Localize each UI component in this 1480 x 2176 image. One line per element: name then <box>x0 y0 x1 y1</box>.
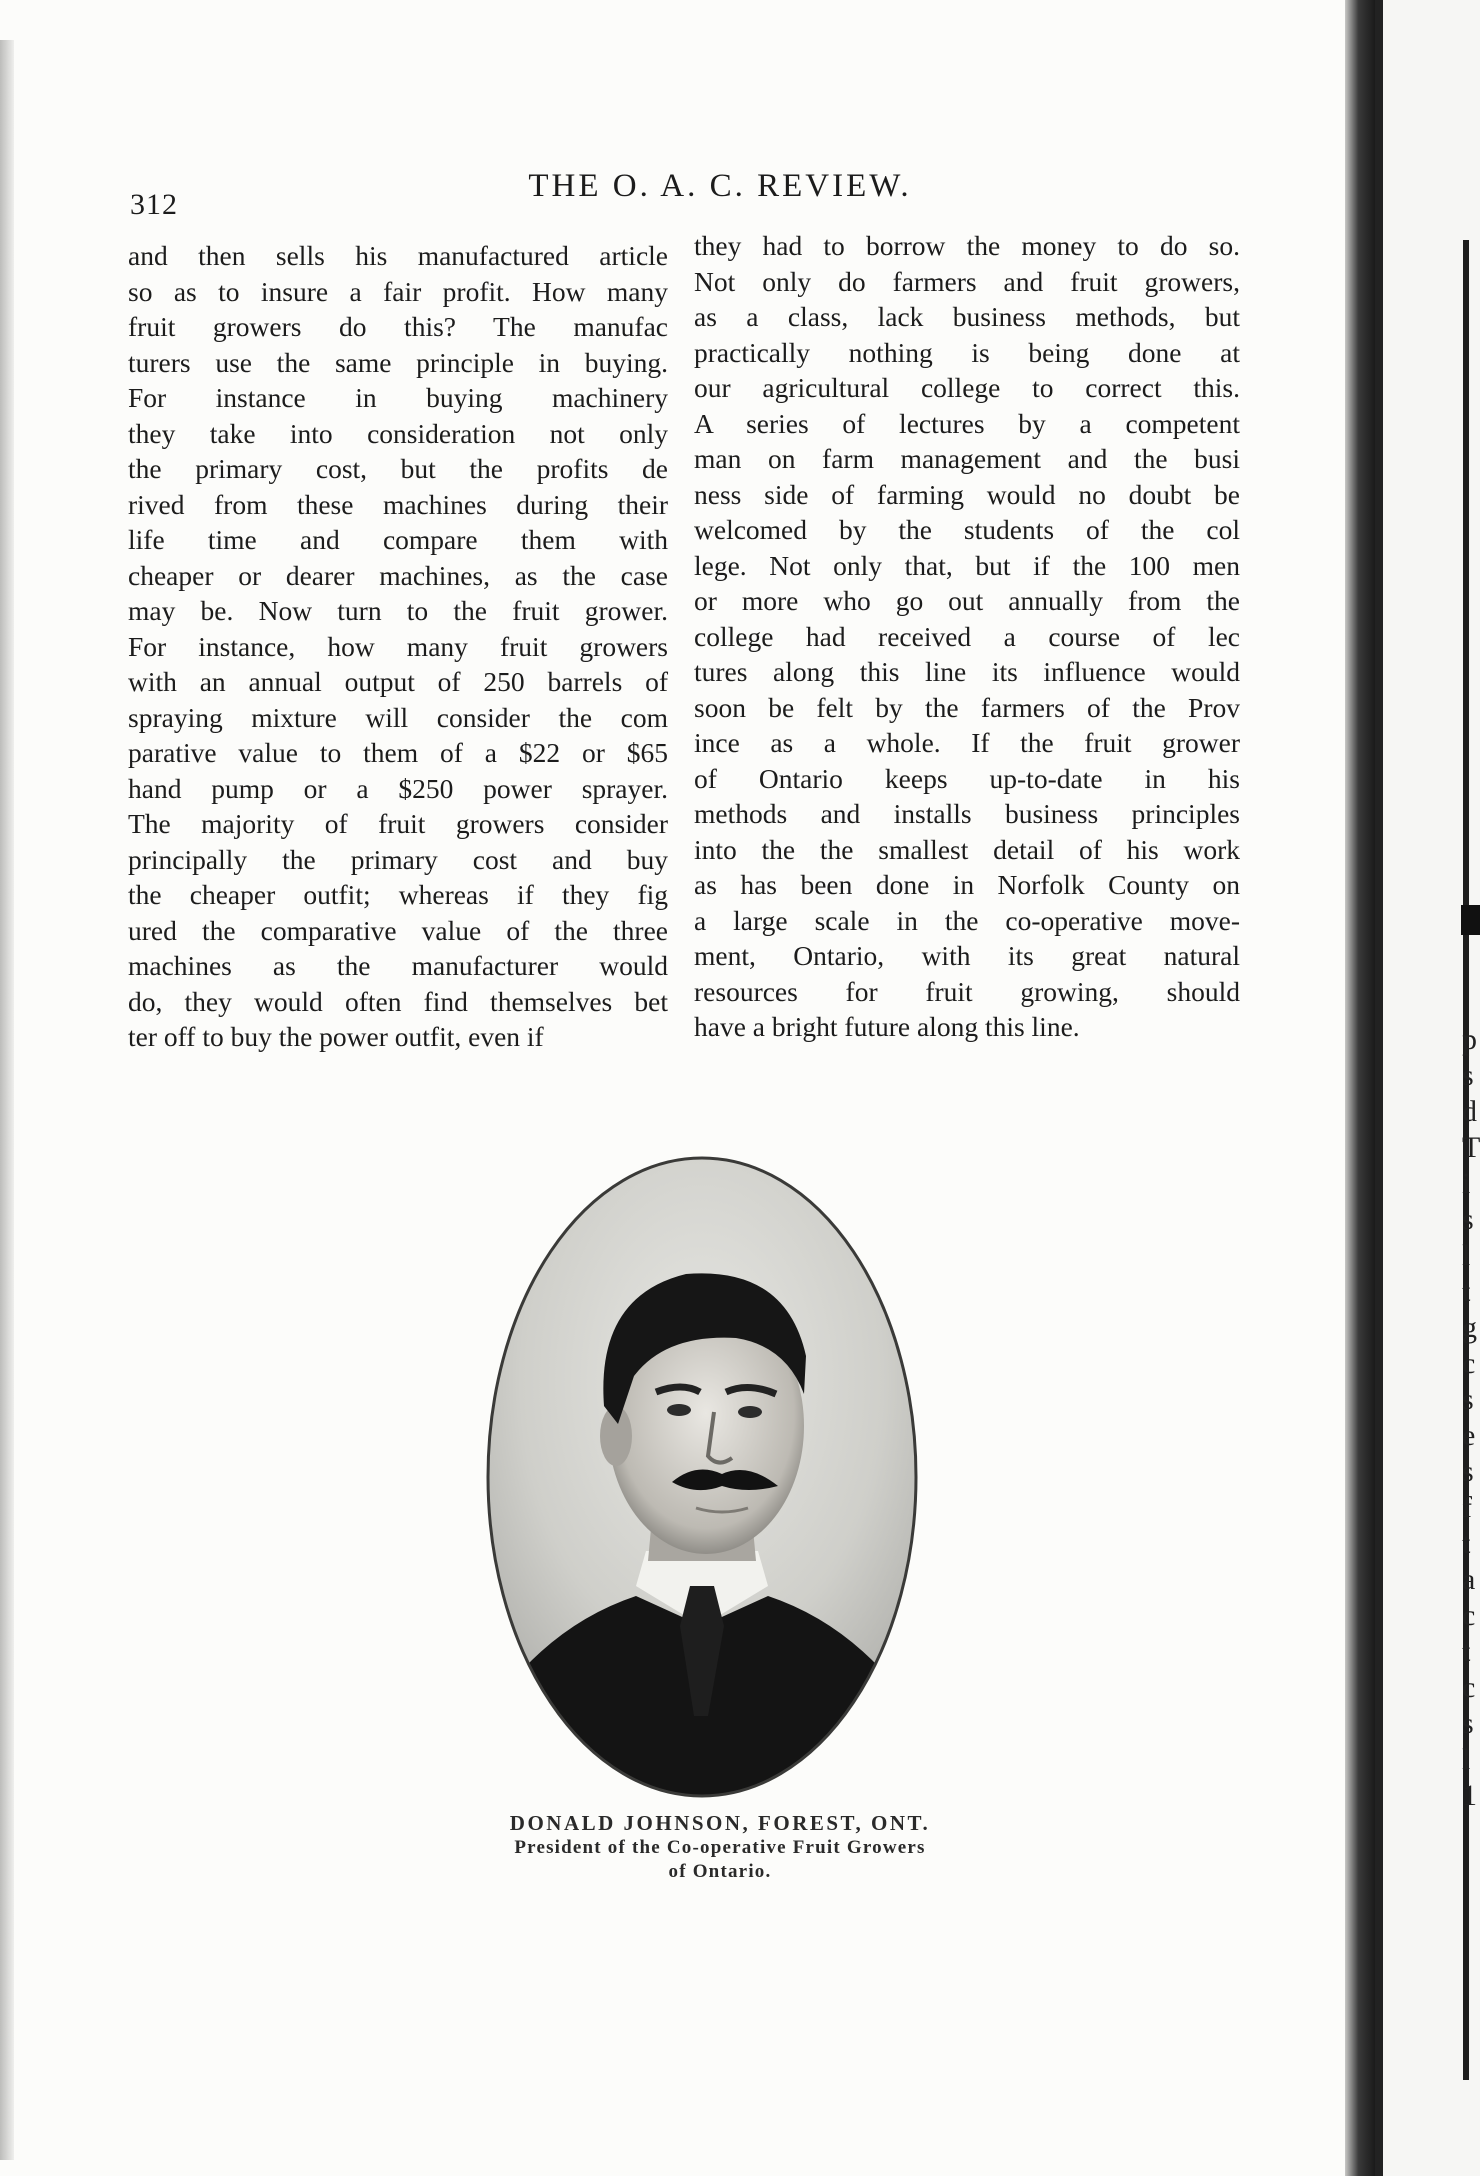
text-line: ness side of farming would no doubt be <box>694 478 1240 510</box>
text-line: life time and compare them with <box>128 524 668 555</box>
text-line: they had to borrow the money to do so. <box>694 230 1240 261</box>
text-line: Not only do farmers and fruit growers, <box>694 265 1240 297</box>
left-column <box>128 238 668 1055</box>
text-line: spraying mixture will consider the com <box>128 701 668 733</box>
text-line: principally the primary cost and buy <box>128 843 668 875</box>
adjacent-page-fragment: p <box>1462 1023 1477 1056</box>
text-line: our agricultural college to correct this. <box>694 372 1240 403</box>
adjacent-page-edge <box>1375 0 1383 2176</box>
adjacent-page-fragment: c <box>1462 1671 1476 1704</box>
adjacent-page-fragment: f <box>1462 1491 1472 1524</box>
adjacent-page-fragment: s <box>1462 1059 1474 1092</box>
text-line: the cheaper outfit; whereas if they fig <box>128 879 668 910</box>
adjacent-page-fragment: d <box>1462 1095 1477 1128</box>
running-title: THE O. A. C. REVIEW. <box>528 168 912 204</box>
adjacent-page-fragment: l <box>1462 1743 1471 1776</box>
text-line: parative value to them of a $22 or $65 <box>128 737 668 768</box>
text-line: into the the smallest detail of his work <box>694 833 1240 865</box>
text-line: have a bright future along this line. <box>694 1011 1080 1042</box>
page-edge-shadow <box>0 40 14 2160</box>
text-line: tures along this line its influence would <box>694 656 1240 687</box>
adjacent-page-fragment: t <box>1462 1275 1471 1308</box>
text-line: hand pump or a $250 power sprayer. <box>128 772 668 804</box>
caption-title-line1: President of the Co-operative Fruit Growers <box>514 1837 926 1858</box>
text-line: may be. Now turn to the fruit grower. <box>128 595 668 626</box>
adjacent-page-fragment: g <box>1462 1311 1477 1344</box>
text-line: and then sells his manufactured article <box>128 240 668 271</box>
text-line: the primary cost, but the profits de <box>128 453 668 484</box>
text-line: with an annual output of 250 barrels of <box>128 666 668 697</box>
text-line: resources for fruit growing, should <box>694 975 1240 1007</box>
text-line: fruit growers do this? The manufac <box>128 311 668 342</box>
binding-gutter <box>1345 0 1375 2176</box>
adjacent-page-fragment: a <box>1462 1563 1476 1596</box>
right-column <box>694 228 1240 1045</box>
adjacent-page-fragment: l <box>1462 1239 1471 1272</box>
text-line: ince as a whole. If the fruit grower <box>694 727 1240 758</box>
text-line: college had received a course of lec <box>694 620 1240 652</box>
caption-name: DONALD JOHNSON, FOREST, ONT. <box>509 1811 931 1835</box>
text-line: as a class, lack business methods, but <box>694 301 1240 332</box>
text-line: methods and installs business principles <box>694 798 1240 829</box>
text-line: machines as the manufacturer would <box>128 950 668 981</box>
adjacent-page-fragment: c <box>1462 1347 1476 1380</box>
text-line: man on farm management and the busi <box>694 443 1240 474</box>
text-line: of Ontario keeps up-to-date in his <box>694 762 1240 794</box>
text-line: do, they would often find themselves bet <box>128 985 668 1017</box>
adjacent-page-fragment: s <box>1462 1455 1474 1488</box>
adjacent-page-fragment: s <box>1462 1707 1474 1740</box>
text-line: so as to insure a fair profit. How many <box>128 275 668 307</box>
text-line: practically nothing is being done at <box>694 336 1240 368</box>
text-line: turers use the same principle in buying. <box>128 346 668 378</box>
adjacent-page-fragment: e <box>1462 1419 1476 1452</box>
adjacent-page-fragment: t <box>1462 1635 1471 1668</box>
adjacent-page-fragment: s <box>1462 1383 1474 1416</box>
text-line: The majority of fruit growers consider <box>128 808 668 839</box>
adjacent-page-fragment: 1 <box>1462 1779 1477 1812</box>
text-line: A series of lectures by a competent <box>694 407 1240 439</box>
text-line: For instance in buying machinery <box>128 382 668 413</box>
caption-title-line2: of Ontario. <box>668 1861 772 1882</box>
text-line: or more who go out annually from the <box>694 585 1240 616</box>
adjacent-page-fragment: c <box>1462 1599 1476 1632</box>
adjacent-page-fragment: T <box>1462 1131 1480 1164</box>
text-line: ter off to buy the power outfit, even if <box>128 1021 544 1052</box>
text-line: rived from these machines during their <box>128 488 668 520</box>
text-line: cheaper or dearer machines, as the case <box>128 559 668 591</box>
text-line: they take into consideration not only <box>128 417 668 449</box>
text-line: For instance, how many fruit growers <box>128 630 668 662</box>
text-line: welcomed by the students of the col <box>694 514 1240 545</box>
photo-caption <box>420 1810 1020 1884</box>
page-number: 312 <box>130 188 178 221</box>
adjacent-page-corner-mark <box>1461 905 1480 935</box>
adjacent-page-fragment: i <box>1462 1167 1471 1200</box>
text-line: a large scale in the co-operative move- <box>694 904 1240 936</box>
text-line: soon be felt by the farmers of the Prov <box>694 691 1240 723</box>
text-line: ured the comparative value of the three <box>128 914 668 946</box>
adjacent-page-fragment: t <box>1462 1527 1471 1560</box>
text-line: ment, Ontario, with its great natural <box>694 940 1240 971</box>
text-line: lege. Not only that, but if the 100 men <box>694 549 1240 581</box>
adjacent-page-fragment: s <box>1462 1203 1474 1236</box>
portrait-photo <box>486 1156 918 1798</box>
text-line: as has been done in Norfolk County on <box>694 869 1240 900</box>
